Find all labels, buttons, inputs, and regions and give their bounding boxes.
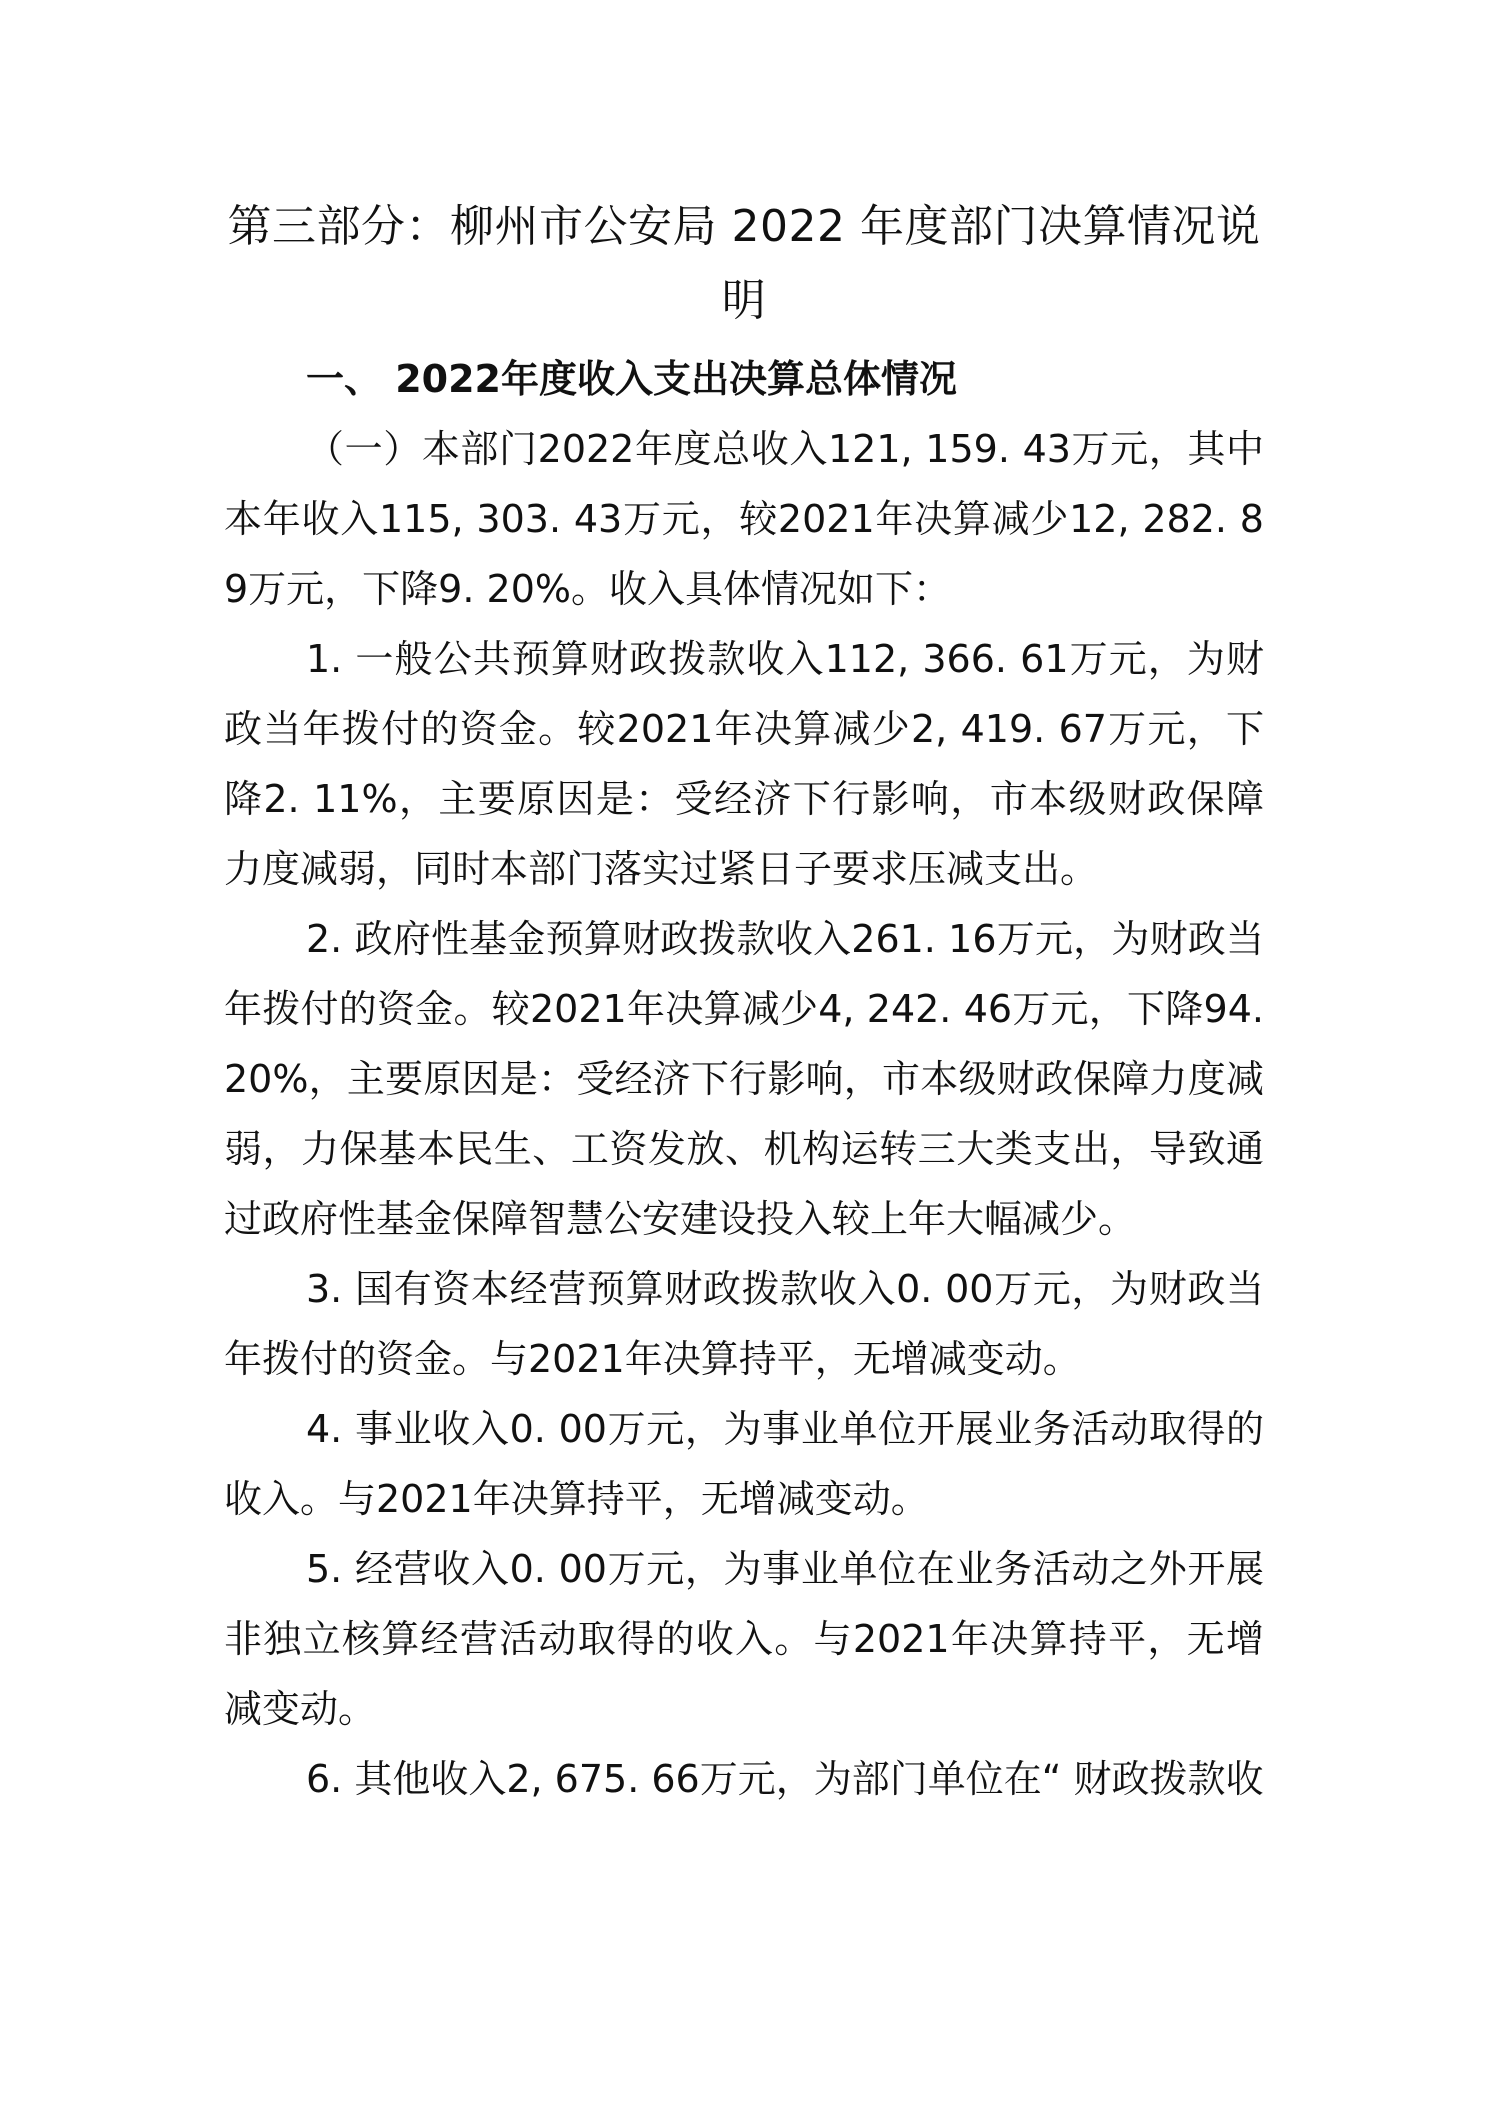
paragraph-operating-income: 5. 经营收入0. 00万元，为事业单位在业务活动之外开展非独立核算经营活动取得的收入。与2021年决算持平，无增减变动。 bbox=[224, 1547, 1264, 1731]
paragraph-business-income: 4. 事业收入0. 00万元，为事业单位开展业务活动取得的收入。与2021年决算持平，无增减变动。 bbox=[224, 1407, 1264, 1521]
paragraph-government-fund-income: 2. 政府性基金预算财政拨款收入261. 16万元，为财政当年拨付的资金。较2021年决算减少4, 242. 46万元，下降94. 20%，主要原因是：受经济下行影响，市本级财政保障力度减弱，力保基本民生、工资发放、机构运转三大类支出，导致通过政府性基金保障智慧公安建设投入较上年大幅减少。 bbox=[224, 917, 1264, 1241]
section-heading: 一、 2022年度收入支出决算总体情况 bbox=[306, 357, 957, 401]
paragraph-total-income: （一）本部门2022年度总收入121, 159. 43万元，其中本年收入115, 303. 43万元，较2021年决算减少12, 282. 89万元，下降9. 20%。收入具体情况如下： bbox=[224, 427, 1264, 611]
paragraph-general-budget-income: 1. 一般公共预算财政拨款收入112, 366. 61万元，为财政当年拨付的资金。较2021年决算减少2, 419. 67万元，下降2. 11%，主要原因是：受经济下行影响，市本级财政保障力度减弱，同时本部门落实过紧日子要求压减支出。 bbox=[224, 637, 1264, 891]
paragraph-state-capital-income: 3. 国有资本经营预算财政拨款收入0. 00万元，为财政当年拨付的资金。与2021年决算持平，无增减变动。 bbox=[224, 1267, 1264, 1381]
paragraph-other-income: 6. 其他收入2, 675. 66万元，为部门单位在“ 财政拨款收 bbox=[306, 1757, 1264, 1801]
document-body bbox=[224, 190, 1264, 1814]
document-title: 第三部分：柳州市公安局 2022 年度部门决算情况说明 bbox=[227, 201, 1261, 326]
